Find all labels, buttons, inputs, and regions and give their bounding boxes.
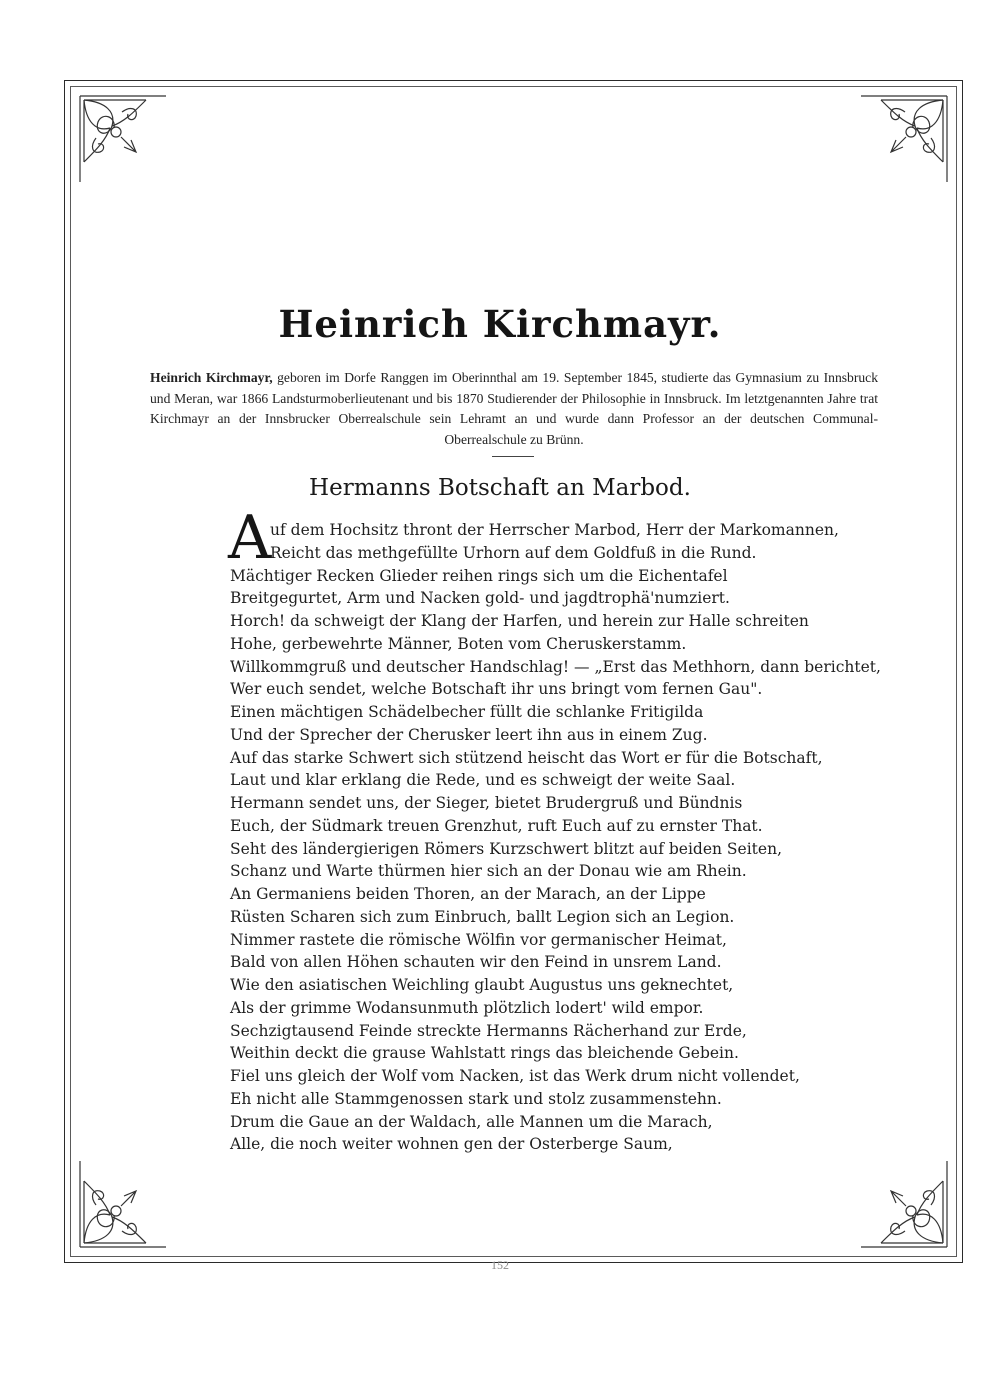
biography-paragraph bbox=[150, 368, 878, 450]
poem-line: Und der Sprecher der Cherusker leert ihn aus in einem Zug. bbox=[230, 725, 708, 744]
poem-line: Mächtiger Recken Glieder reihen rings sich um die Eichentafel bbox=[230, 566, 728, 585]
poem-line: Seht des ländergierigen Römers Kurzschwert blitzt auf beiden Seiten, bbox=[230, 839, 782, 858]
poem-line: Sechzigtausend Feinde streckte Hermanns Rächerhand zur Erde, bbox=[230, 1021, 747, 1040]
corner-ornament-icon bbox=[76, 1156, 171, 1251]
poem-line: Hohe, gerbewehrte Männer, Boten vom Cheruskerstamm. bbox=[230, 634, 687, 653]
poem-line: Alle, die noch weiter wohnen gen der Osterberge Saum, bbox=[230, 1135, 673, 1154]
poem-line: Rüsten Scharen sich zum Einbruch, ballt Legion sich an Legion. bbox=[230, 907, 735, 926]
corner-ornament-icon bbox=[856, 92, 951, 187]
poem-line: Fiel uns gleich der Wolf vom Nacken, ist das Werk drum nicht vollendet, bbox=[230, 1067, 800, 1085]
poem-line: uf dem Hochsitz thront der Herrscher Marbod, Herr der Markomannen, bbox=[270, 521, 839, 539]
poem-line: Auf das starke Schwert sich stützend heischt das Wort er für die Botschaft, bbox=[230, 748, 823, 767]
page-number: 152 bbox=[491, 1258, 509, 1272]
section-divider bbox=[492, 456, 534, 457]
poem-line: Breitgegurtet, Arm und Nacken gold- und jagdtrophä'numziert. bbox=[230, 589, 730, 608]
poem-line: Horch! da schweigt der Klang der Harfen, und herein zur Halle schreiten bbox=[230, 612, 809, 630]
poem-line: Bald von allen Höhen schauten wir den Feind in unsrem Land. bbox=[230, 953, 722, 972]
page-title: Heinrich Kirchmayr. bbox=[278, 302, 722, 346]
biography-name: Heinrich Kirchmayr, bbox=[150, 370, 273, 385]
corner-ornament-icon bbox=[76, 92, 171, 187]
poem-line: Willkommgruß und deutscher Handschlag! — „Erst das Methhorn, dann berichtet, bbox=[230, 657, 881, 676]
poem-line: Nimmer rastete die römische Wölfin vor germanischer Heimat, bbox=[230, 930, 727, 949]
drop-cap: A bbox=[228, 503, 272, 573]
poem-line: Drum die Gaue an der Waldach, alle Mannen um die Marach, bbox=[230, 1112, 713, 1131]
corner-ornament-icon bbox=[856, 1156, 951, 1251]
poem-line: Laut und klar erklang die Rede, und es schweigt der weite Saal. bbox=[230, 771, 736, 790]
poem-line: Hermann sendet uns, der Sieger, bietet Brudergruß und Bündnis bbox=[230, 794, 743, 812]
poem-line: Euch, der Südmark treuen Grenzhut, ruft Euch auf zu ernster That. bbox=[230, 816, 763, 835]
poem-line: Reicht das methgefüllte Urhorn auf dem Goldfuß in die Rund. bbox=[270, 543, 757, 562]
poem-title: Hermanns Botschaft an Marbod. bbox=[309, 475, 691, 501]
poem-line: Als der grimme Wodansunmuth plötzlich lodert' wild empor. bbox=[230, 998, 704, 1017]
poem-line: Wer euch sendet, welche Botschaft ihr uns bringt vom fernen Gau". bbox=[230, 680, 763, 699]
poem-line: An Germaniens beiden Thoren, an der Marach, an der Lippe bbox=[230, 885, 706, 903]
biography-text: geboren im Dorfe Ranggen im Oberinnthal am 19. September 1845, studierte das Gymnasium zu Innsbruck und Meran, war 1866 Landsturmoberlieutenant und bis 1870 Studierender der Philosophie in Innsbruck. Im letztgenannten Jahre trat Kirchmayr an der Innsbrucker Oberrealschule sein Lehramt an und wurde dann Professor an der deutschen Communal-Oberrealschule zu Brünn. bbox=[150, 370, 878, 447]
poem-line: Eh nicht alle Stammgenossen stark und stolz zusammenstehn. bbox=[230, 1089, 722, 1108]
poem-line: Einen mächtigen Schädelbecher füllt die schlanke Fritigilda bbox=[230, 703, 704, 721]
poem-line: Wie den asiatischen Weichling glaubt Augustus uns geknechtet, bbox=[230, 976, 734, 994]
poem-line: Schanz und Warte thürmen hier sich an der Donau wie am Rhein. bbox=[230, 862, 747, 881]
poem-line: Weithin deckt die grause Wahlstatt rings das bleichende Gebein. bbox=[230, 1044, 739, 1063]
